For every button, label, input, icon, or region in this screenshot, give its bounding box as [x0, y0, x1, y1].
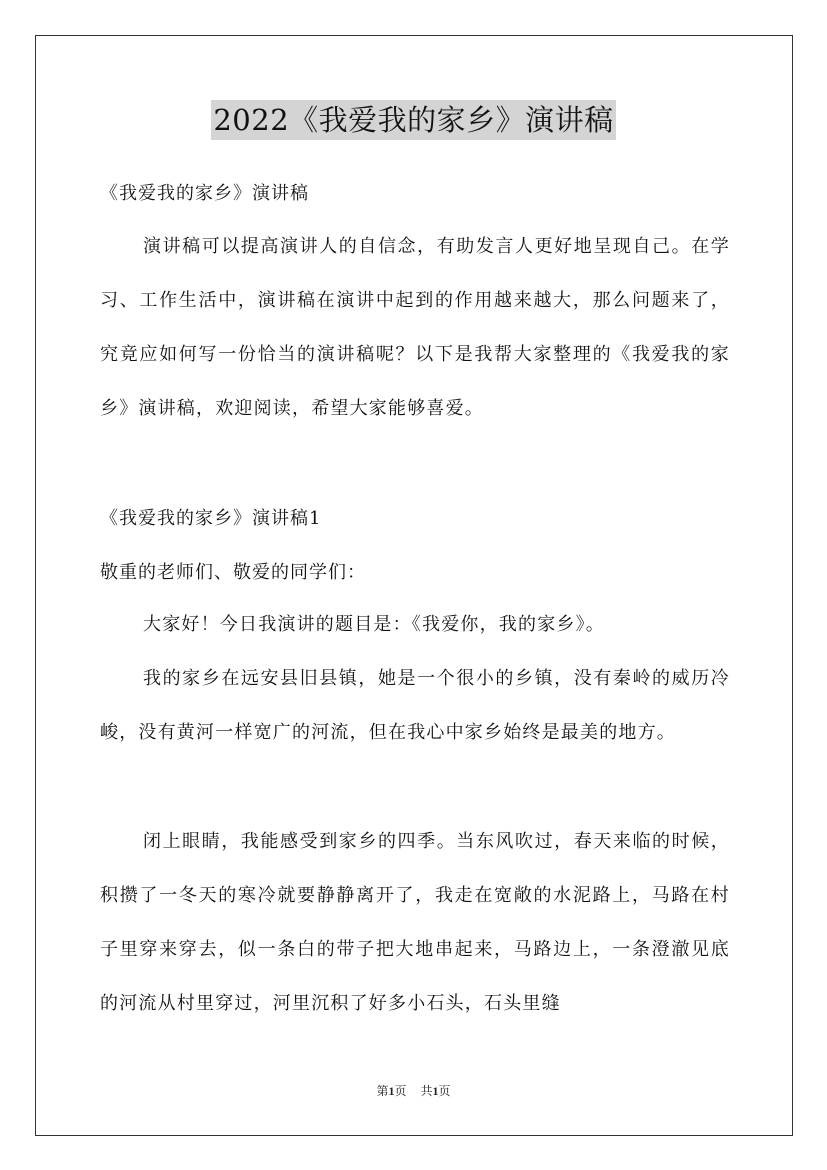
intro-paragraph: 演讲稿可以提高演讲人的自信念，有助发言人更好地呈现自己。在学习、工作生活中，演讲稿在演讲中起到的作用越来越大，那么问题来了，究竟应如何写一份恰当的演讲稿呢？以下是我帮大家整理的《我爱我的家乡》演讲稿，欢迎阅读，希望大家能够喜爱。 — [100, 236, 730, 419]
footer-total-prefix: 共 — [420, 1084, 433, 1098]
page-footer — [0, 1083, 827, 1099]
title-container — [0, 100, 827, 140]
section-heading: 《我爱我的家乡》演讲稿1 — [100, 508, 322, 529]
document-title: 2022《我爱我的家乡》演讲稿 — [211, 100, 615, 140]
footer-page-prefix: 第 — [376, 1084, 389, 1098]
document-subtitle: 《我爱我的家乡》演讲稿 — [100, 183, 309, 204]
footer-page-suffix: 页 — [394, 1084, 407, 1098]
footer-total-suffix: 页 — [438, 1084, 451, 1098]
footer-total-number: 1 — [432, 1084, 439, 1098]
body-paragraph-greeting: 大家好！今日我演讲的题目是：《我爱你，我的家乡》。 — [143, 614, 605, 635]
body-paragraph-seasons: 闭上眼睛，我能感受到家乡的四季。当东风吹过，春天来临的时候，积攒了一冬天的寒冷就要静静离开了，我走在宽敞的水泥路上，马路在村子里穿来穿去，似一条白的带子把大地串起来，马路边上，一条澄澈见底的河流从村里穿过，河里沉积了好多小石头，石头里缝 — [100, 831, 730, 1014]
salutation: 敬重的老师们、敬爱的同学们： — [100, 562, 366, 583]
body-paragraph-hometown: 我的家乡在远安县旧县镇，她是一个很小的乡镇，没有秦岭的威历冷峻，没有黄河一样宽广的河流，但在我心中家乡始终是最美的地方。 — [100, 668, 730, 743]
footer-page-number: 1 — [388, 1084, 395, 1098]
